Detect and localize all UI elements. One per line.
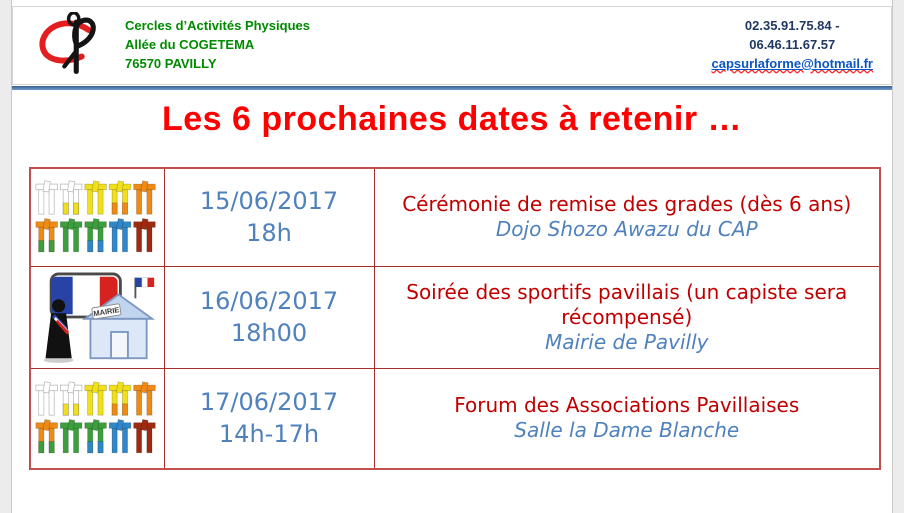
table-row [30,368,880,469]
table-row [30,266,880,368]
event-date-cell [164,266,374,368]
document-page [11,0,893,513]
event-venue: Mairie de Pavilly [544,329,709,354]
email-link[interactable]: capsurlaforme@hotmail.fr [711,55,873,71]
event-date: 15/06/2017 [199,186,339,215]
event-description-cell [374,266,880,368]
event-description-cell [374,168,880,266]
phone-number-1: 02.35.91.75.84 - [744,18,840,34]
organization-address [125,17,310,74]
event-date: 16/06/2017 [199,286,339,315]
header-divider-rule [12,86,892,90]
event-time: 18h [246,219,292,248]
page-title: Les 6 prochaines dates à retenir … [161,100,743,138]
event-time: 14h-17h [218,420,320,449]
karate-belts-image [30,168,164,266]
event-venue: Dojo Shozo Awazu du CAP [495,217,758,242]
event-date: 17/06/2017 [199,387,339,416]
event-date-cell [164,368,374,469]
event-title: Forum des Associations Pavillaises [454,393,800,418]
mairie-image [30,266,164,368]
header [12,6,892,85]
event-title: Soirée des sportifs pavillais (un capiste sera récompensé) [406,279,848,329]
event-title: Cérémonie de remise des grades (dès 6 ans) [402,192,852,217]
phone-number-2: 06.46.11.67.57 [749,37,836,53]
schedule-table [29,167,881,470]
svg-text:MAIRIE: MAIRIE [93,305,121,319]
karate-belts-image [30,368,164,469]
org-city: 76570 PAVILLY [125,55,217,71]
org-street: Allée du COGETEMA [125,37,255,53]
table-row [30,168,880,266]
event-description-cell [374,368,880,469]
org-name: Cercles d’Activités Physiques [125,18,310,34]
cap-logo-icon [33,12,111,80]
contact-info [712,17,874,74]
event-time: 18h00 [230,319,308,347]
event-venue: Salle la Dame Blanche [514,418,740,443]
event-date-cell [164,168,374,266]
email-spellcheck-underline [712,55,874,74]
